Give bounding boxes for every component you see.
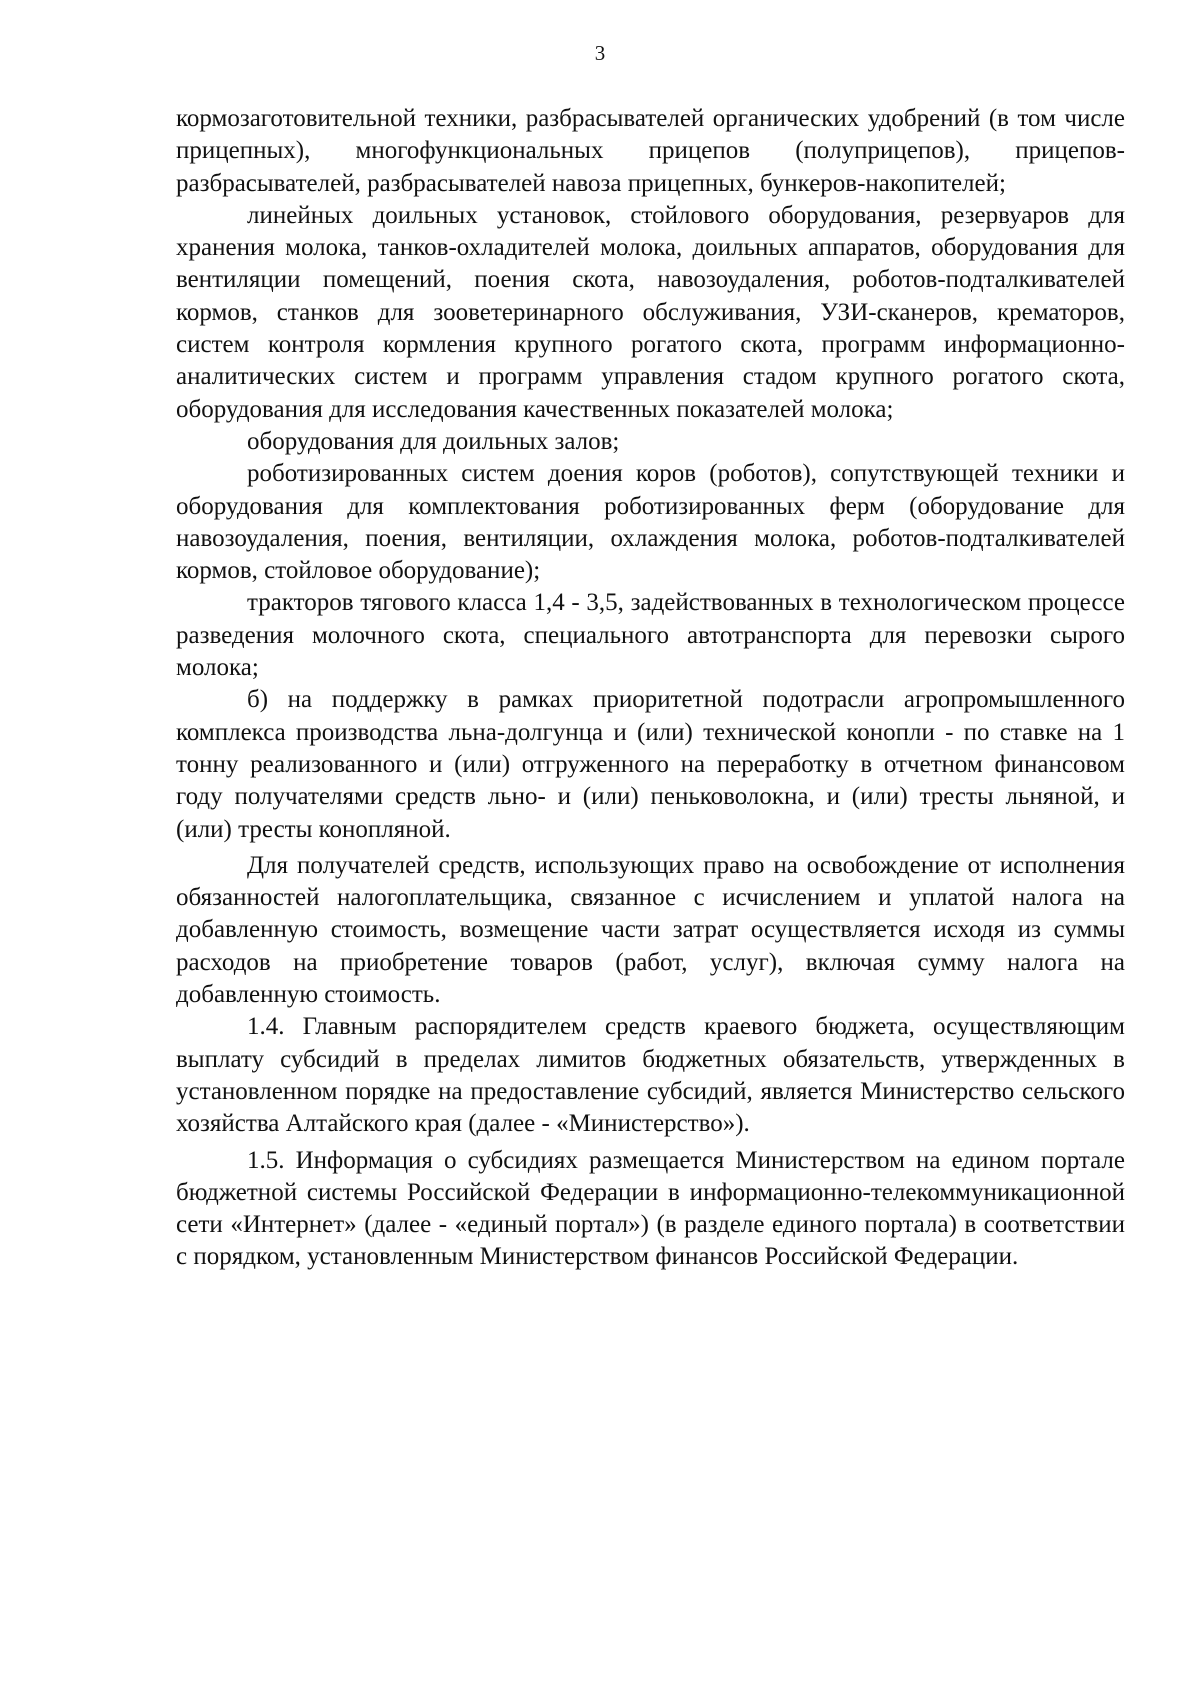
paragraph-fodder-equipment: кормозаготовительной техники, разбрасывателей органических удобрений (в том числе прицепных), многофункциональных прицепов (полуприцепов), прицепов-разбрасывателей, разбрасывателей навоза прицепных, бункеров-накопителей; [176,105,1125,197]
paragraph-vat-exemption: Для получателей средств, использующих право на освобождение от исполнения обязанностей налогоплательщика, связанное с исчислением и уплатой налога на добавленную стоимость, возмещение части затрат осуществляется исходя из суммы расходов на приобретение товаров (работ, услуг), включая сумму налога на добавленную стоимость. [176,851,1125,1009]
page-number: 3 [594,41,606,65]
paragraph-milking-halls: оборудования для доильных залов; [247,427,620,455]
paragraph-milking-equipment: линейных доильных установок, стойлового оборудования, резервуаров для хранения молока, танков-охладителей молока, доильных аппаратов, оборудования для вентиляции помещений, поения скота, навозоудаления, роботов-подталкивателей кормов, станков для зооветеринарного обслуживания, УЗИ-сканеров, крематоров, систем контроля кормления крупного рогатого скота, программ информационно-аналитических систем и программ управления стадом крупного рогатого скота, оборудования для исследования качественных показателей молока; [176,201,1125,423]
paragraph-flax-support: б) на поддержку в рамках приоритетной подотрасли агропромышленного комплекса производства льна-долгунца и (или) технической конопли - по ставке на 1 тонну реализованного и (или) отгруженного на переработку в отчетном финансовом году получателями средств льно- и (или) пеньковолокна, и (или) тресты льняной, и (или) тресты конопляной. [176,686,1125,843]
paragraph-section-1-5: 1.5. Информация о субсидиях размещается Министерством на едином портале бюджетной системы Российской Федерации в информационно-телекоммуникационной сети «Интернет» (далее - «единый портал») (в разделе единого портала) в соответствии с порядком, установленным Министерством финансов Российской Федерации. [176,1146,1125,1271]
paragraph-section-1-4: 1.4. Главным распорядителем средств краевого бюджета, осуществляющим выплату субсидий в пределах лимитов бюджетных обязательств, утвержденных в установленном порядке на предоставление субсидий, является Министерство сельского хозяйства Алтайского края (далее - «Министерство»). [176,1013,1125,1138]
paragraph-robotic-milking: роботизированных систем доения коров (роботов), сопутствующей техники и оборудования для комплектования роботизированных ферм (оборудование для навозоудаления, поения, вентиляции, охлаждения молока, роботов-подталкивателей кормов, стойловое оборудование); [176,460,1125,585]
document-body [176,103,1125,1274]
paragraph-tractors: тракторов тягового класса 1,4 - 3,5, задействованных в технологическом процессе разведения молочного скота, специального автотранспорта для перевозки сырого молока; [176,589,1125,682]
